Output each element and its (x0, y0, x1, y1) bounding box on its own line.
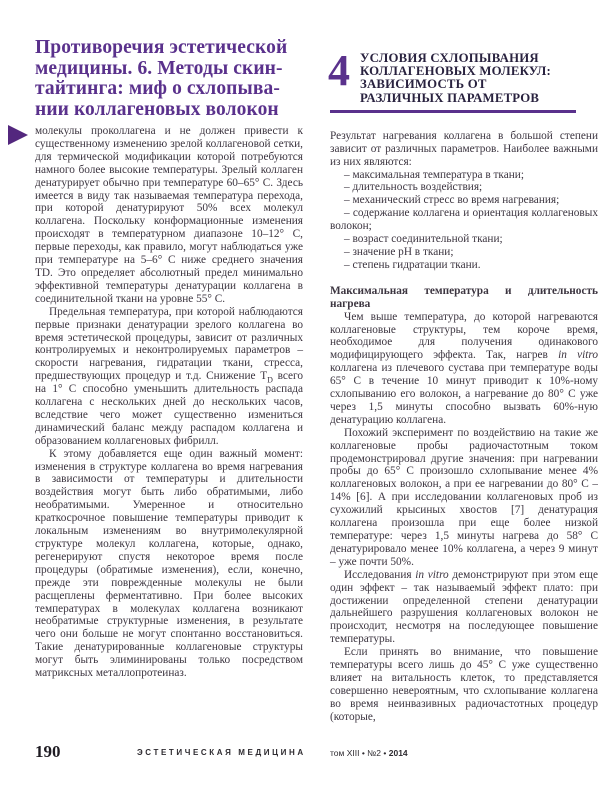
section-heading (328, 46, 598, 105)
parameter-list (330, 169, 598, 272)
list-item: – возраст соединительной ткани; (344, 233, 503, 246)
paragraph: Если принять во внимание, что повышение температуры всего лишь до 45° С уже существенно влияет на витальность клеток, то представляется совершенно невероятным, что схлопывание коллагена во время неинвазивных радиочастотных процедур (которые, (330, 646, 598, 723)
list-item: – длительность воздействия; (344, 181, 483, 194)
heading-rule (330, 110, 576, 113)
page-number: 190 (35, 742, 61, 761)
article-title-line: нии коллагеновых волокон (35, 98, 279, 120)
paragraph: молекулы проколлагена и не должен привести к существенному изменению зрелой коллагеновой сетки, для термической модификации которой потребуются намного более высокие температуры. Зрелый коллаген денатурирует обычно при температуре 60–65° С. Здесь имеется в виду так называемая температура перехода, при которой денатурируют 50% всех молекул коллагена. Поскольку конформационные изменения происходят в температурном диапазоне 10–12° С, первые переходы, как правило, могут наблюдаться уже при температуре на 5–6° С ниже среднего значения TD. Это определяет абсолютный предел минимально эффективной температуры денатурации коллагена в соединительной ткани на уровне 55° С. (35, 125, 303, 305)
two-column-layout (35, 38, 598, 740)
section-heading-line: ЗАВИСИМОСТЬ ОТ (360, 77, 487, 92)
section-heading-line: РАЗЛИЧНЫХ ПАРАМЕТРОВ (360, 90, 540, 105)
article-title-line: медицины. 6. Методы скин- (35, 57, 283, 79)
section-number: 4 (328, 46, 351, 95)
paragraph-marker-triangle-icon (8, 125, 28, 145)
left-column (35, 38, 303, 740)
page-footer (0, 742, 616, 768)
section-heading-line: КОЛЛАГЕНОВЫХ МОЛЕКУЛ: (360, 64, 551, 79)
list-item: – содержание коллагена и ориентация коллагеновых волокон; (330, 207, 598, 233)
right-column-body (330, 130, 598, 724)
right-column (330, 38, 598, 740)
section-heading-line: УСЛОВИЯ СХЛОПЫВАНИЯ (360, 51, 539, 65)
list-item: – степень гидратации ткани. (344, 258, 481, 271)
article-title-line: тайтинга: миф о схлопыва- (35, 78, 280, 99)
paragraph: К этому добавляется еще один важный момент: изменения в структуре коллагена во время нагревания в зависимости от температуры и длительности воздействия могут быть либо обратимыми, либо необратимыми. Умеренное и относительно краткосрочное повышение температуры приводит к локальным изменениям во внутримолекулярной структуре молекул коллагена, которые, однако, регенерируют спустя некоторое время после процедуры (обратимые изменения), если, конечно, прежде эти поврежденные молекулы не были расщеплены ферментативно. При более высоких температурах в молекулах коллагена возникают необратимые структурные изменения, в результате чего они больше не могут спонтанно восстановиться. Такие денатурированные коллагеновые структуры могут быть элиминированы только посредством матриксных металлопротеиназ. (35, 447, 303, 680)
intro-paragraph: Результат нагревания коллагена в большой степени зависит от различных параметров. Наиболее важными из них являются: (330, 129, 598, 168)
paragraph: Предельная температура, при которой наблюдаются первые признаки денатурации зрелого коллагена во время эстетической процедуры, зависит от различных контролируемых и неконтролируемых параметров – скорости нагревания, гидратации ткани, стресса, предшествующих процедур и т.д. Снижение $T_D$ всего на 1° С способно уменьшить длительность распада коллагена с нескольких дней до нескольких часов, вследствие чего может существенно измениться динамический баланс между распадом коллагена и образованием коллагеновых фибрилл. (35, 305, 304, 447)
article-title-line: Противоречия эстетической (35, 38, 288, 58)
paragraph: Похожий эксперимент по воздействию на такие же коллагеновые пробы радиочастотным током продемонстрировал другие значения: при нагревании пробы до 65° С произошло схлопывание менее 4% коллагеновых волокон, а при ее нагревании до 80° С – 14% [6]. А при исследовании коллагеновых проб из сухожилий крысиных хвостов [7] денатурация коллагена произошла при еще более низкой температуре: через 1,5 минуты нагрева до 58° С денатурировало менее 10% коллагена, а через 9 минут – уже почти 50%. (330, 426, 598, 568)
list-item: – максимальная температура в ткани; (344, 168, 524, 181)
list-item: – механический стресс во время нагревания; (344, 194, 560, 207)
left-column-body (35, 125, 303, 680)
article-title (35, 38, 303, 120)
paragraph: Чем выше температура, до которой нагреваются коллагеновые структуры, тем короче время, необходимое для получения одинакового модифицирующего эффекта. Так, нагрев in vitro коллагена из плечевого сустава при температуре воды 65° С в течение 10 минут приводит к 10%-ному схлопыванию его волокон, а нагревание до 80° С уже через 1,5 минуты способно вызвать 60%-ную денатурацию коллагена. (330, 310, 598, 426)
list-item: – значение pH в ткани; (344, 245, 454, 258)
subheading: Максимальная температура и длительность нагрева (330, 284, 598, 310)
paragraph: Исследования in vitro демонстрируют при этом еще один эффект – так называемый эффект плато: при достижении определенной степени денатурации дальнейшего разрушения коллагеновых волокон не происходит, несмотря на последующее повышение температуры. (330, 568, 598, 646)
journal-name: ЭСТЕТИЧЕСКАЯ МЕДИЦИНА (137, 748, 306, 757)
issue-info: том XIII • №2 • 2014 (330, 748, 408, 758)
